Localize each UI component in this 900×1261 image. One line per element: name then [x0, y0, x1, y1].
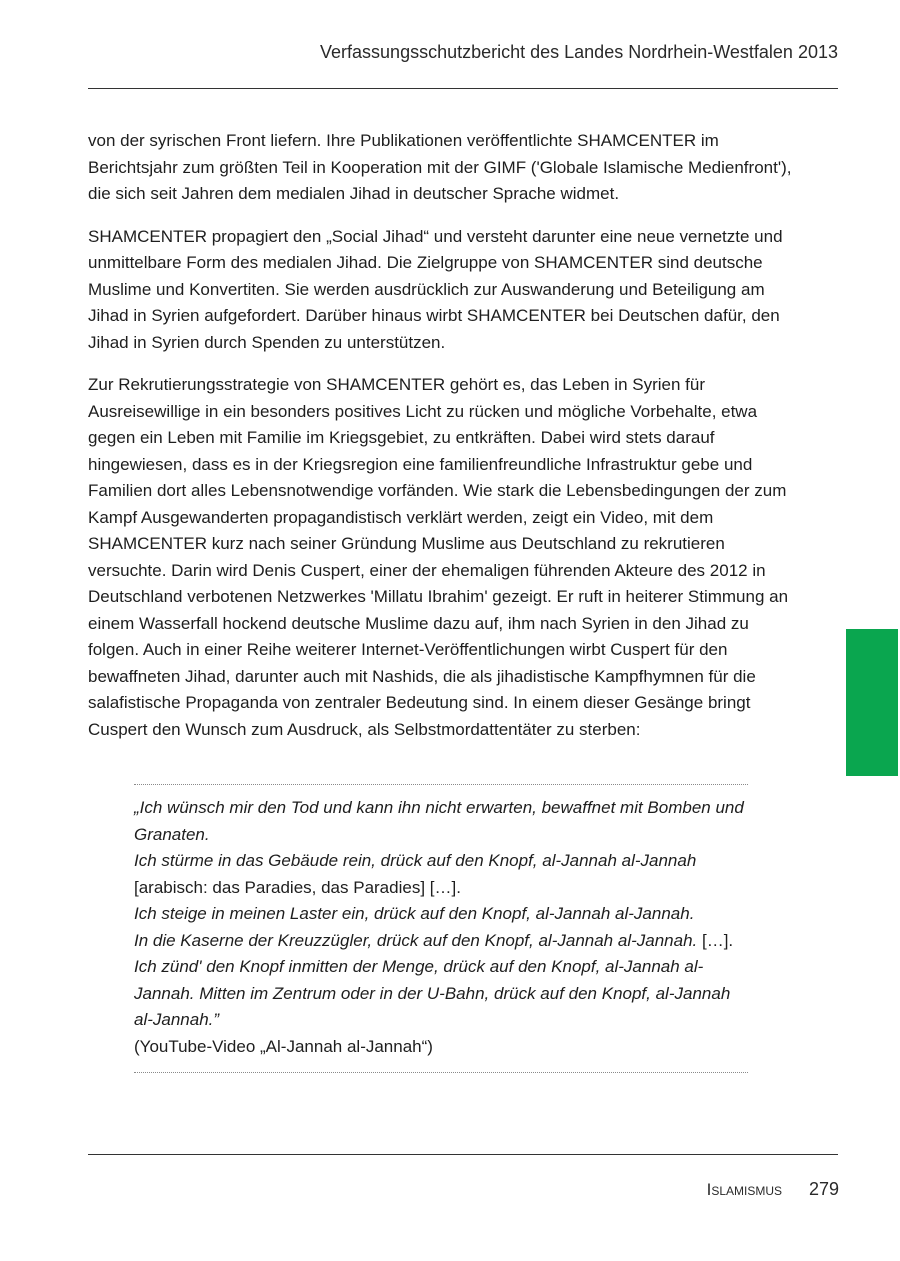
- chapter-side-marker: [846, 629, 898, 776]
- quote-line-1: [134, 795, 748, 848]
- quote-line-2: [134, 848, 748, 901]
- paragraph-1: von der syrischen Front liefern. Ihre Publikationen veröffentlichte SHAMCENTER im Berichtsjahr zum größten Teil in Kooperation mit der GIMF ('Globale Islamische Medienfront'), die sich seit Jahren dem medialen Jihad in deutscher Sprache widmet.: [88, 131, 792, 203]
- header-rule: [88, 88, 838, 89]
- footer-section-label: Islamismus: [706, 1180, 782, 1199]
- quote-line-1-text: „Ich wünsch mir den Tod und kann ihn nicht erwarten, bewaffnet mit Bomben und Granaten.: [134, 798, 744, 844]
- footer-rule: [88, 1154, 838, 1155]
- quote-source: (YouTube-Video „Al-Jannah al-Jannah“): [134, 1036, 433, 1056]
- body-text: [88, 128, 800, 759]
- page-number: 279: [808, 1179, 839, 1199]
- quote-line-4-plain: […].: [697, 930, 734, 950]
- paragraph-3: Zur Rekrutierungsstrategie von SHAMCENTER gehört es, das Leben in Syrien für Ausreisewillige in ein besonders positives Licht zu rücken und mögliche Vorbehalte, etwa gegen ein Leben mit Familie im Kriegsgebiet, zu entkräften. Dabei wird stets darauf hingewiesen, dass es in der Kriegsregion eine familienfreundliche Infrastruktur gebe und Familien dort alles Lebensnotwendige vorfänden. Wie stark die Lebensbedingungen der zum Kampf Ausgewanderten propagandistisch verklärt werden, zeigt ein Video, mit dem SHAMCENTER kurz nach seiner Gründung Muslime aus Deutschland zu rekrutieren versuchte. Darin wird Denis Cuspert, einer der ehemaligen führenden Akteure des 2012 in Deutschland verbotenen Netzwerkes 'Millatu Ibrahim' gezeigt. Er ruft in heiterer Stimmung an einem Wasserfall hockend deutsche Muslime dazu auf, ihm nach Syrien in den Jihad zu folgen. Auch in einer Reihe weiterer Internet-Veröffentlichungen wirbt Cuspert für den bewaffneten Jihad, darunter auch mit Nashids, die als jihadistische Kampfhymnen für die salafistische Propaganda von zentraler Bedeutung sind. In einem dieser Gesänge bringt Cuspert den Wunsch zum Ausdruck, als Selbstmordattentäter zu sterben:: [88, 375, 789, 739]
- page-header-title: Verfassungsschutzbericht des Landes Nordrhein-Westfalen 2013: [320, 42, 838, 62]
- quote-line-3: [134, 901, 748, 928]
- quote-line-2-plain: [arabisch: das Paradies, das Paradies] […].: [134, 877, 461, 897]
- quote-box: [134, 784, 748, 1073]
- quote-line-2-italic: Ich stürme in das Gebäude rein, drück auf den Knopf, al-Jannah al-Jannah: [134, 851, 697, 870]
- paragraph-2: SHAMCENTER propagiert den „Social Jihad“ und versteht darunter eine neue vernetzte und unmittelbare Form des medialen Jihad. Die Zielgruppe von SHAMCENTER sind deutsche Muslime und Konvertiten. Sie werden ausdrücklich zur Auswanderung und Beteiligung am Jihad in Syrien aufgefordert. Darüber hinaus wirbt SHAMCENTER bei Deutschen dafür, den Jihad in Syrien durch Spenden zu unterstützen.: [88, 226, 783, 352]
- quote-line-4: [134, 928, 748, 955]
- quote-line-5-text: Ich zünd' den Knopf inmitten der Menge, drück auf den Knopf, al-Jannah al-Jannah. Mitten im Zentrum oder in der U-Bahn, drück auf den Knopf, al-Jannah al-Jannah.”: [134, 957, 731, 1029]
- quote-line-3-text: Ich steige in meinen Laster ein, drück auf den Knopf, al-Jannah al-Jannah.: [134, 904, 695, 923]
- quote-line-4-italic: In die Kaserne der Kreuzzügler, drück auf den Knopf, al-Jannah al-Jannah.: [134, 930, 698, 950]
- quote-line-5: [134, 954, 748, 1034]
